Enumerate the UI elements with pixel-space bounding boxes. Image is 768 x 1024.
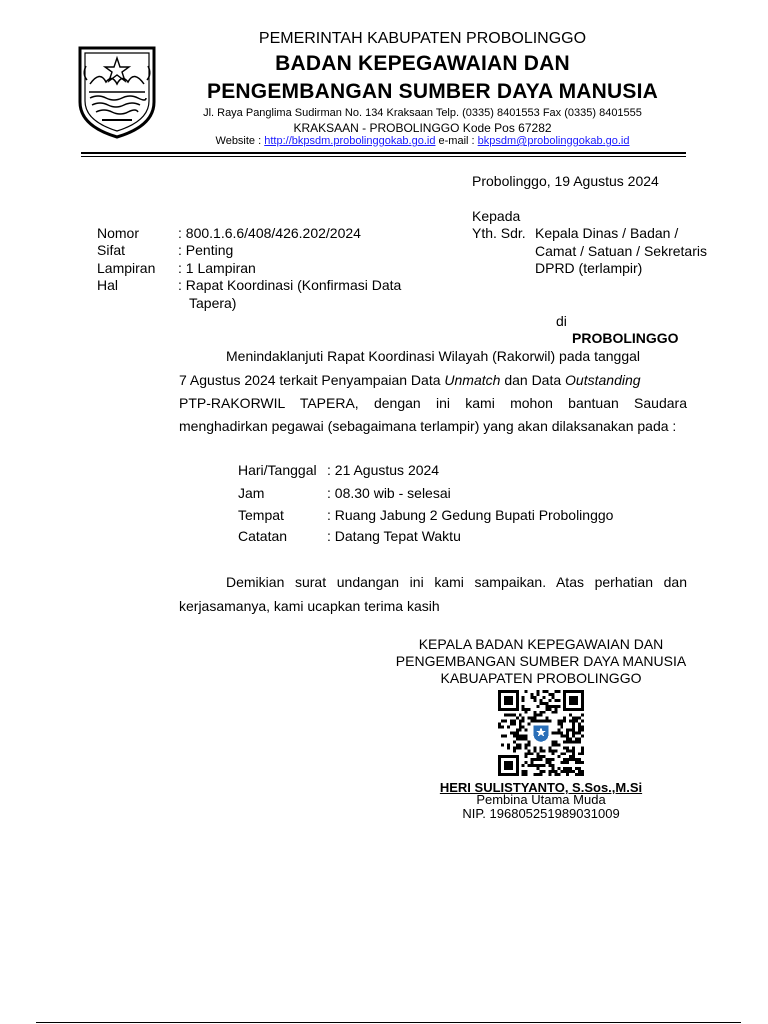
- header-divider-thin: [81, 156, 686, 157]
- recipient-line-1: Kepala Dinas / Badan /: [535, 225, 679, 241]
- website-label: Website :: [215, 135, 262, 147]
- addressee-yth: Yth. Sdr.: [472, 225, 526, 241]
- signatory-rank: Pembina Utama Muda: [476, 792, 606, 807]
- page-bottom-line: [36, 1022, 741, 1023]
- header-divider-thick: [81, 152, 686, 154]
- sifat-label: Sifat: [97, 242, 126, 258]
- schedule-hari-value: : 21 Agustus 2024: [327, 462, 440, 478]
- website-link[interactable]: http://bkpsdm.probolinggokab.go.id: [264, 135, 436, 147]
- body-text-segment: 7 Agustus 2024 terkait Penyampaian Data: [179, 372, 445, 388]
- body-paragraph-continued: PTP-RAKORWIL TAPERA, dengan ini kami mohon bantuan Saudara menghadirkan pegawai (sebagaimana terlampir) yang akan dilaksanakan pada :: [179, 395, 687, 434]
- hal-label: Hal: [97, 277, 119, 293]
- closing-paragraph: Demikian surat undangan ini kami sampaikan. Atas perhatian dan kerjasamanya, kami ucapkan terima kasih: [179, 574, 687, 614]
- addressee-kepada: Kepada: [472, 208, 521, 224]
- recipient-line-3: DPRD (terlampir): [535, 260, 643, 276]
- schedule-tempat-label: Tempat: [238, 507, 284, 523]
- destination-city: PROBOLINGGO: [572, 330, 679, 346]
- body-opening-line: Menindaklanjuti Rapat Koordinasi Wilayah (Rakorwil) pada tanggal: [226, 348, 640, 364]
- addressee-di: di: [556, 313, 567, 329]
- signatory-title-line2: PENGEMBANGAN SUMBER DAYA MANUSIA: [395, 653, 687, 669]
- schedule-catatan-label: Catatan: [238, 528, 288, 544]
- hal-value-line2: Tapera): [189, 295, 237, 311]
- signatory-name: HERI SULISTYANTO, S.Sos.,M.Si: [439, 780, 643, 795]
- signatory-title-line3: KABUAPATEN PROBOLINGGO: [440, 670, 642, 686]
- place-date: Probolinggo, 19 Agustus 2024: [472, 173, 659, 189]
- body-second-line: [179, 372, 641, 388]
- nomor-label: Nomor: [97, 225, 140, 241]
- lampiran-label: Lampiran: [97, 260, 156, 276]
- body-text-segment: dan Data: [500, 372, 566, 388]
- sifat-value: : Penting: [178, 242, 234, 258]
- lampiran-value: : 1 Lampiran: [178, 260, 256, 276]
- schedule-tempat-value: : Ruang Jabung 2 Gedung Bupati Probolinggo: [327, 507, 614, 523]
- nomor-value: : 800.1.6.6/408/426.202/2024: [178, 225, 361, 241]
- recipient-line-2: Camat / Satuan / Sekretaris: [535, 243, 707, 259]
- schedule-jam-value: : 08.30 wib - selesai: [327, 485, 451, 501]
- agency-name-line1: BADAN KEPEGAWAIAN DAN: [275, 52, 570, 75]
- email-label: e-mail :: [438, 135, 475, 147]
- outstanding-term: Outstanding: [565, 372, 641, 388]
- government-name: PEMERINTAH KABUPATEN PROBOLINGGO: [258, 30, 587, 47]
- email-link[interactable]: bkpsdm@probolinggokab.go.id: [477, 135, 630, 147]
- unmatch-term: Unmatch: [444, 372, 501, 388]
- agency-contacts: [0, 135, 768, 147]
- schedule-hari-label: Hari/Tanggal: [238, 462, 317, 478]
- hal-value-line1: : Rapat Koordinasi (Konfirmasi Data: [178, 277, 402, 293]
- schedule-jam-label: Jam: [238, 485, 265, 501]
- signatory-title-line1: KEPALA BADAN KEPEGAWAIAN DAN: [418, 636, 664, 652]
- agency-city: KRAKSAAN - PROBOLINGGO Kode Pos 67282: [293, 121, 552, 135]
- schedule-catatan-value: : Datang Tepat Waktu: [327, 528, 461, 544]
- agency-name-line2: PENGEMBANGAN SUMBER DAYA MANUSIA: [207, 80, 658, 103]
- agency-address: Jl. Raya Panglima Sudirman No. 134 Kraksaan Telp. (0335) 8401553 Fax (0335) 8401555: [203, 107, 642, 119]
- qr-code-signature: [498, 690, 584, 776]
- signatory-nip: NIP. 196805251989031009: [462, 806, 620, 821]
